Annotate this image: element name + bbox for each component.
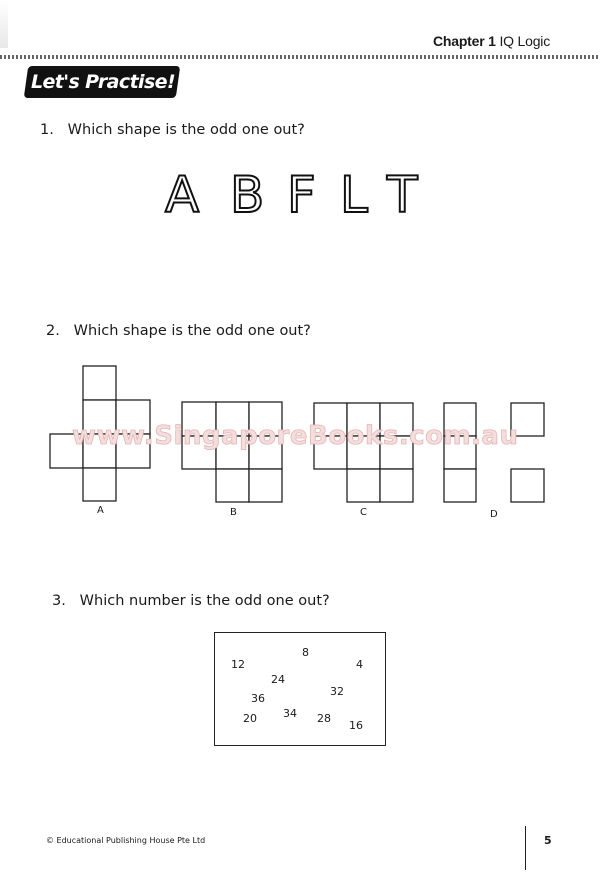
outlined-letter-b: B bbox=[230, 166, 265, 224]
shape-d bbox=[444, 403, 544, 502]
question-3 bbox=[52, 593, 330, 609]
question-3-text: Which number is the odd one out? bbox=[79, 593, 330, 609]
number-16: 16 bbox=[349, 719, 363, 732]
outlined-letter-a: A bbox=[165, 166, 200, 224]
practise-badge-title: Let's Practise! bbox=[30, 71, 176, 93]
page-edge-shadow bbox=[0, 0, 8, 48]
chapter-number: Chapter 1 bbox=[432, 33, 496, 49]
shape-label-a: A bbox=[97, 505, 104, 516]
header-rule bbox=[0, 55, 600, 59]
copyright-notice: © Educational Publishing House Pte Ltd bbox=[46, 836, 206, 845]
number-28: 28 bbox=[317, 712, 331, 725]
chapter-header bbox=[433, 33, 550, 49]
number-20: 20 bbox=[243, 712, 257, 725]
number-12: 12 bbox=[231, 658, 245, 671]
question-2-number: 2. bbox=[46, 323, 60, 339]
outlined-letter-f: F bbox=[287, 166, 316, 224]
question-1-number: 1. bbox=[40, 122, 54, 138]
number-24: 24 bbox=[271, 673, 285, 686]
footer-rule bbox=[525, 826, 526, 870]
number-4: 4 bbox=[356, 658, 363, 671]
number-32: 32 bbox=[330, 685, 344, 698]
shape-label-b: B bbox=[230, 507, 237, 518]
watermark: www.SingaporeBooks.com.au bbox=[72, 421, 519, 451]
question-2-text: Which shape is the odd one out? bbox=[73, 323, 311, 339]
shape-a bbox=[50, 366, 150, 501]
question-1 bbox=[40, 122, 305, 138]
question-1-text: Which shape is the odd one out? bbox=[67, 122, 305, 138]
number-34: 34 bbox=[283, 707, 297, 720]
number-36: 36 bbox=[251, 692, 265, 705]
shape-label-c: C bbox=[360, 507, 367, 518]
shape-b bbox=[182, 402, 282, 502]
question-2 bbox=[46, 323, 311, 339]
outlined-letter-t: T bbox=[387, 166, 418, 224]
number-8: 8 bbox=[302, 646, 309, 659]
page-number: 5 bbox=[544, 834, 552, 847]
question-3-number: 3. bbox=[52, 593, 66, 609]
shape-label-d: D bbox=[490, 509, 498, 520]
square-shapes-figure bbox=[0, 355, 600, 525]
outlined-letter-l: L bbox=[340, 166, 368, 224]
chapter-topic: IQ Logic bbox=[499, 33, 550, 49]
shape-c bbox=[314, 403, 413, 502]
